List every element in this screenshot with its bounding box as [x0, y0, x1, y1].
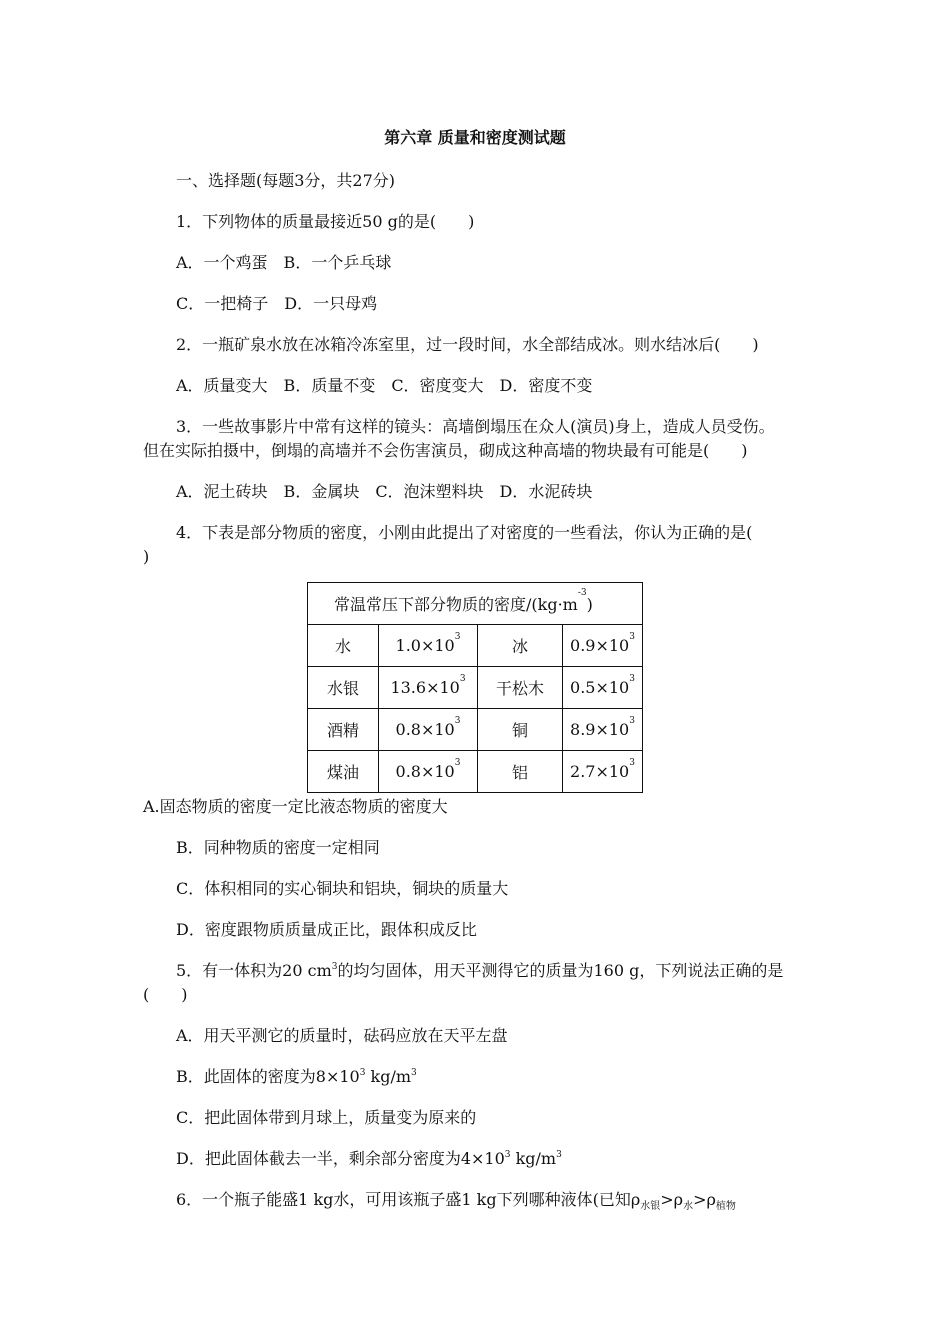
question-3-options: A．泥土砖块 B．金属块 C．泡沫塑料块 D．水泥砖块 — [176, 482, 593, 501]
question-4-option-a: A.固态物质的密度一定比液态物质的密度大 — [143, 797, 448, 816]
density-value: $0.9\times 10^3$ — [563, 625, 643, 667]
substance-name: 煤油 — [308, 751, 379, 793]
question-6-stem: 6．一个瓶子能盛1 kg水，可用该瓶子盛1 kg下列哪种液体(已知$\rho_{水银}>\rho_水>\rho_{植物}$ — [176, 1190, 736, 1213]
question-5-option-d: D．把此固体截去一半，剩余部分密度为$4\times 10^3$ $kg/m^3$ — [176, 1149, 562, 1168]
density-value: $0.5\times 10^3$ — [563, 667, 643, 709]
substance-name: 水银 — [308, 667, 379, 709]
density-value: $0.8\times 10^3$ — [379, 751, 478, 793]
question-5-option-a: A．用天平测它的质量时，砝码应放在天平左盘 — [176, 1026, 508, 1045]
table-row — [308, 625, 643, 667]
substance-name: 酒精 — [308, 709, 379, 751]
substance-name: 水 — [308, 625, 379, 667]
question-4-option-d: D．密度跟物质质量成正比，跟体积成反比 — [176, 920, 477, 939]
density-value: $2.7\times 10^3$ — [563, 751, 643, 793]
question-5-stem-line2: ( ) — [143, 985, 188, 1004]
question-2-stem: 2．一瓶矿泉水放在冰箱冷冻室里，过一段时间，水全部结成冰。则水结冰后( ) — [176, 335, 759, 354]
table-row — [308, 709, 643, 751]
density-table — [307, 582, 643, 793]
question-4-option-b: B．同种物质的密度一定相同 — [176, 838, 380, 857]
question-5-option-c: C．把此固体带到月球上，质量变为原来的 — [176, 1108, 477, 1127]
page-title: 第六章 质量和密度测试题 — [384, 128, 566, 147]
question-3-stem-line2: 但在实际拍摄中，倒塌的高墙并不会伤害演员，砌成这种高墙的物块最有可能是( ) — [143, 441, 748, 460]
question-1-options-ab: A．一个鸡蛋 B．一个乒乓球 — [176, 253, 392, 272]
density-value: $1.0\times 10^3$ — [379, 625, 478, 667]
density-value: $13.6\times 10^3$ — [379, 667, 478, 709]
question-4-stem-line1: 4．下表是部分物质的密度，小刚由此提出了对密度的一些看法，你认为正确的是( — [176, 523, 753, 542]
question-2-options: A．质量变大 B．质量不变 C．密度变大 D．密度不变 — [176, 376, 593, 395]
density-value: $8.9\times 10^3$ — [563, 709, 643, 751]
question-1-options-cd: C．一把椅子 D．一只母鸡 — [176, 294, 378, 313]
question-3-stem-line1: 3．一些故事影片中常有这样的镜头：高墙倒塌压在众人(演员)身上，造成人员受伤。 — [176, 417, 775, 436]
substance-name: 冰 — [478, 625, 563, 667]
substance-name: 干松木 — [478, 667, 563, 709]
substance-name: 铜 — [478, 709, 563, 751]
question-4-option-c: C．体积相同的实心铜块和铝块，铜块的质量大 — [176, 879, 509, 898]
table-header-cell: 常温常压下部分物质的密度$/(kg\cdot m^{-3})$ — [308, 583, 643, 625]
question-1-stem: 1．下列物体的质量最接近50 g的是( ) — [176, 212, 475, 231]
section-heading: 一、选择题(每题3分，共27分) — [176, 171, 396, 190]
question-5-stem-line1: 5．有一体积为20 $cm^3$的均匀固体，用天平测得它的质量为160 g，下列说法正确的是 — [176, 961, 784, 980]
question-5-option-b: B．此固体的密度为$8\times 10^3$ $kg/m^3$ — [176, 1067, 417, 1086]
table-row — [308, 751, 643, 793]
density-value: $0.8\times 10^3$ — [379, 709, 478, 751]
substance-name: 铝 — [478, 751, 563, 793]
question-4-stem-line2: ) — [143, 547, 150, 566]
table-header-row — [308, 583, 643, 625]
table-row — [308, 667, 643, 709]
